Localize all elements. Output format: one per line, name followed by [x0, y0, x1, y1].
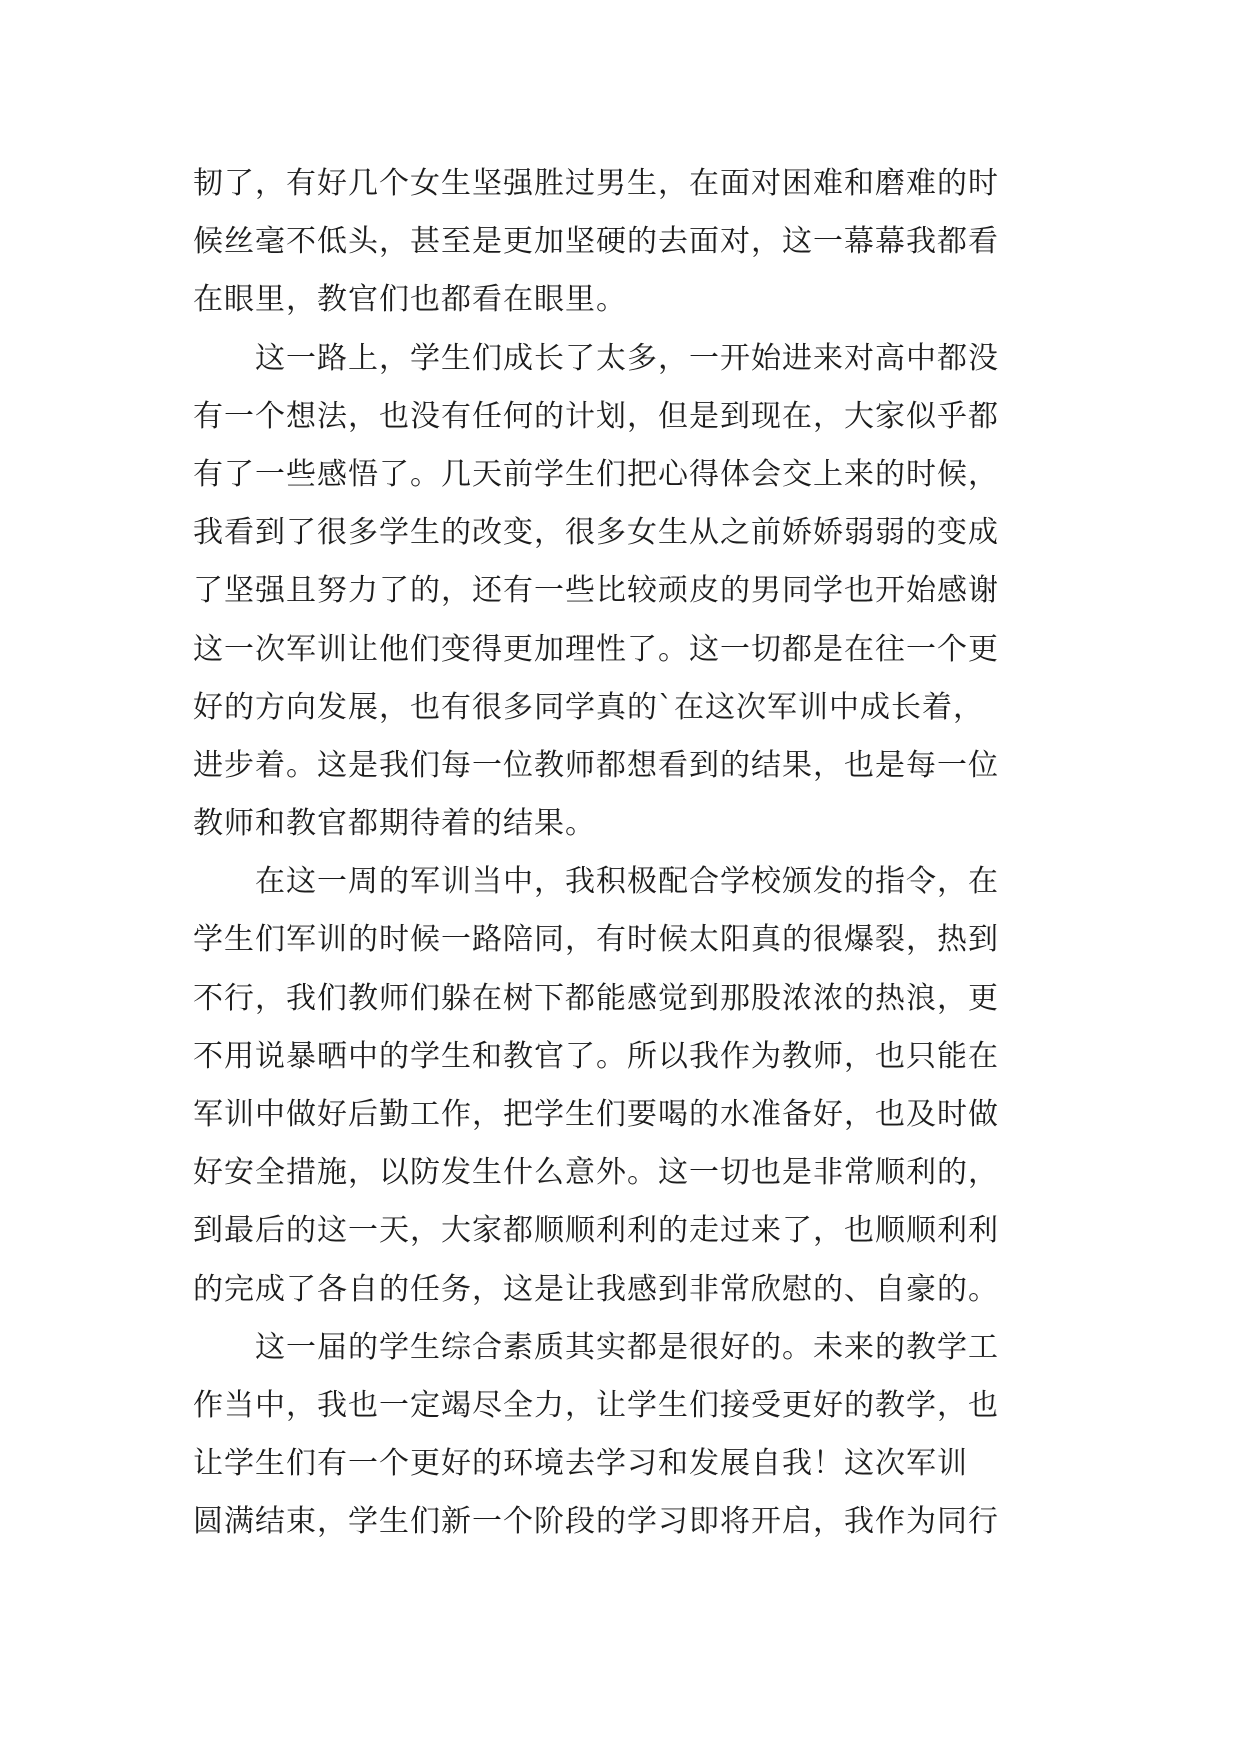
text-line: 进步着。这是我们每一位教师都想看到的结果，也是每一位: [193, 747, 999, 783]
text-line: 让学生们有一个更好的环境去学习和发展自我！这次军训: [193, 1446, 968, 1482]
text-line: 我看到了很多学生的改变，很多女生从之前娇娇弱弱的变成: [193, 515, 999, 551]
text-line: 这一次军训让他们变得更加理性了。这一切都是在往一个更: [193, 631, 999, 667]
text-line: 好的方向发展，也有很多同学真的`在这次军训中成长着，: [193, 689, 984, 725]
text-line: 有了一些感悟了。几天前学生们把心得体会交上来的时候，: [193, 456, 999, 492]
paragraph-first-line: 这一路上，学生们成长了太多，一开始进来对高中都没: [255, 340, 999, 376]
text-line: 学生们军训的时候一路陪同，有时候太阳真的很爆裂，热到: [193, 922, 999, 958]
text-line: 圆满结束，学生们新一个阶段的学习即将开启，我作为同行: [193, 1504, 999, 1540]
text-line: 作当中，我也一定竭尽全力，让学生们接受更好的教学，也: [193, 1387, 999, 1423]
text-line: 韧了，有好几个女生坚强胜过男生，在面对困难和磨难的时: [193, 166, 999, 201]
text-line: 在眼里，教官们也都看在眼里。: [193, 282, 627, 318]
text-line: 到最后的这一天，大家都顺顺利利的走过来了，也顺顺利利: [193, 1213, 999, 1249]
text-line: 的完成了各自的任务，这是让我感到非常欣慰的、自豪的。: [193, 1271, 999, 1307]
text-line: 了坚强且努力了的，还有一些比较顽皮的男同学也开始感谢: [193, 573, 999, 609]
paragraph-first-line: 在这一周的军训当中，我积极配合学校颁发的指令，在: [255, 864, 999, 900]
text-line: 军训中做好后勤工作，把学生们要喝的水准备好，也及时做: [193, 1097, 999, 1132]
paragraph-first-line: 这一届的学生综合素质其实都是很好的。未来的教学工: [255, 1329, 999, 1365]
text-line: 不用说暴晒中的学生和教官了。所以我作为教师，也只能在: [193, 1038, 999, 1074]
text-line: 候丝毫不低头，甚至是更加坚硬的去面对，这一幕幕我都看: [193, 224, 999, 260]
text-line: 不行，我们教师们躲在树下都能感觉到那股浓浓的热浪，更: [193, 980, 999, 1016]
text-line: 有一个想法，也没有任何的计划，但是到现在，大家似乎都: [193, 398, 999, 434]
text-line: 教师和教官都期待着的结果。: [193, 806, 596, 842]
text-line: 好安全措施，以防发生什么意外。这一切也是非常顺利的，: [193, 1155, 999, 1191]
body-text: [193, 155, 1053, 1552]
